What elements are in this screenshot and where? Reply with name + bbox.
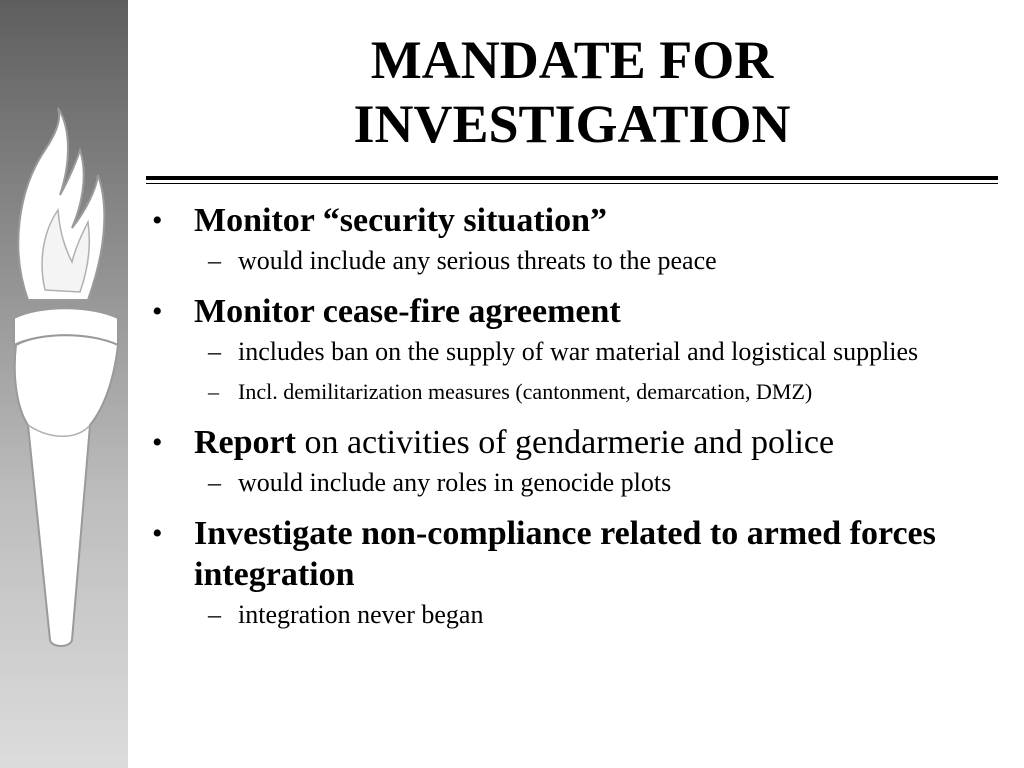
bullet-item	[150, 200, 1010, 241]
bullet-marker: •	[152, 204, 163, 237]
sub-bullet-text: would include any serious threats to the peace	[238, 246, 717, 275]
bullet-bold-text: Monitor “security situation”	[194, 202, 608, 239]
bullet-item	[150, 291, 1010, 332]
sub-bullet-text: includes ban on the supply of war material and logistical supplies	[238, 337, 919, 366]
sub-bullet-marker: –	[208, 337, 221, 366]
title-rule-thin	[146, 183, 998, 184]
sub-bullet-item	[150, 374, 1010, 410]
sub-bullet-marker: –	[208, 246, 221, 275]
bullet-marker: •	[152, 426, 163, 459]
bullet-marker: •	[152, 517, 163, 550]
sub-bullet-item	[150, 597, 1010, 633]
sub-bullet-marker: –	[208, 468, 221, 497]
bullet-bold-text: Monitor cease-fire agreement	[194, 293, 621, 330]
sub-bullet-text: integration never began	[238, 600, 484, 629]
bullet-rest-text: on activities of gendarmerie and police	[295, 424, 835, 461]
sidebar-panel	[0, 0, 128, 768]
bullet-bold-text: Investigate non-compliance related to armed forces integration	[194, 515, 936, 593]
bullet-item	[150, 513, 1010, 595]
title-line-2: INVESTIGATION	[353, 94, 791, 154]
sub-bullet-item	[150, 243, 1010, 279]
sub-bullet-item	[150, 334, 1010, 370]
bullet-list	[150, 200, 1010, 633]
bullet-bold-text: Report	[194, 424, 296, 461]
sub-bullet-text: Incl. demilitarization measures (cantonment, demarcation, DMZ)	[238, 379, 813, 404]
slide-title	[140, 28, 1004, 156]
bullet-marker: •	[152, 295, 163, 328]
title-line-1: MANDATE FOR	[370, 30, 774, 90]
bullet-item	[150, 422, 1010, 463]
sub-bullet-item	[150, 465, 1010, 501]
title-rule-thick	[146, 176, 998, 180]
sub-bullet-text: would include any roles in genocide plots	[238, 468, 672, 497]
sub-bullet-marker: –	[208, 600, 221, 629]
sub-bullet-marker: –	[208, 379, 219, 404]
torch-icon	[0, 0, 128, 768]
